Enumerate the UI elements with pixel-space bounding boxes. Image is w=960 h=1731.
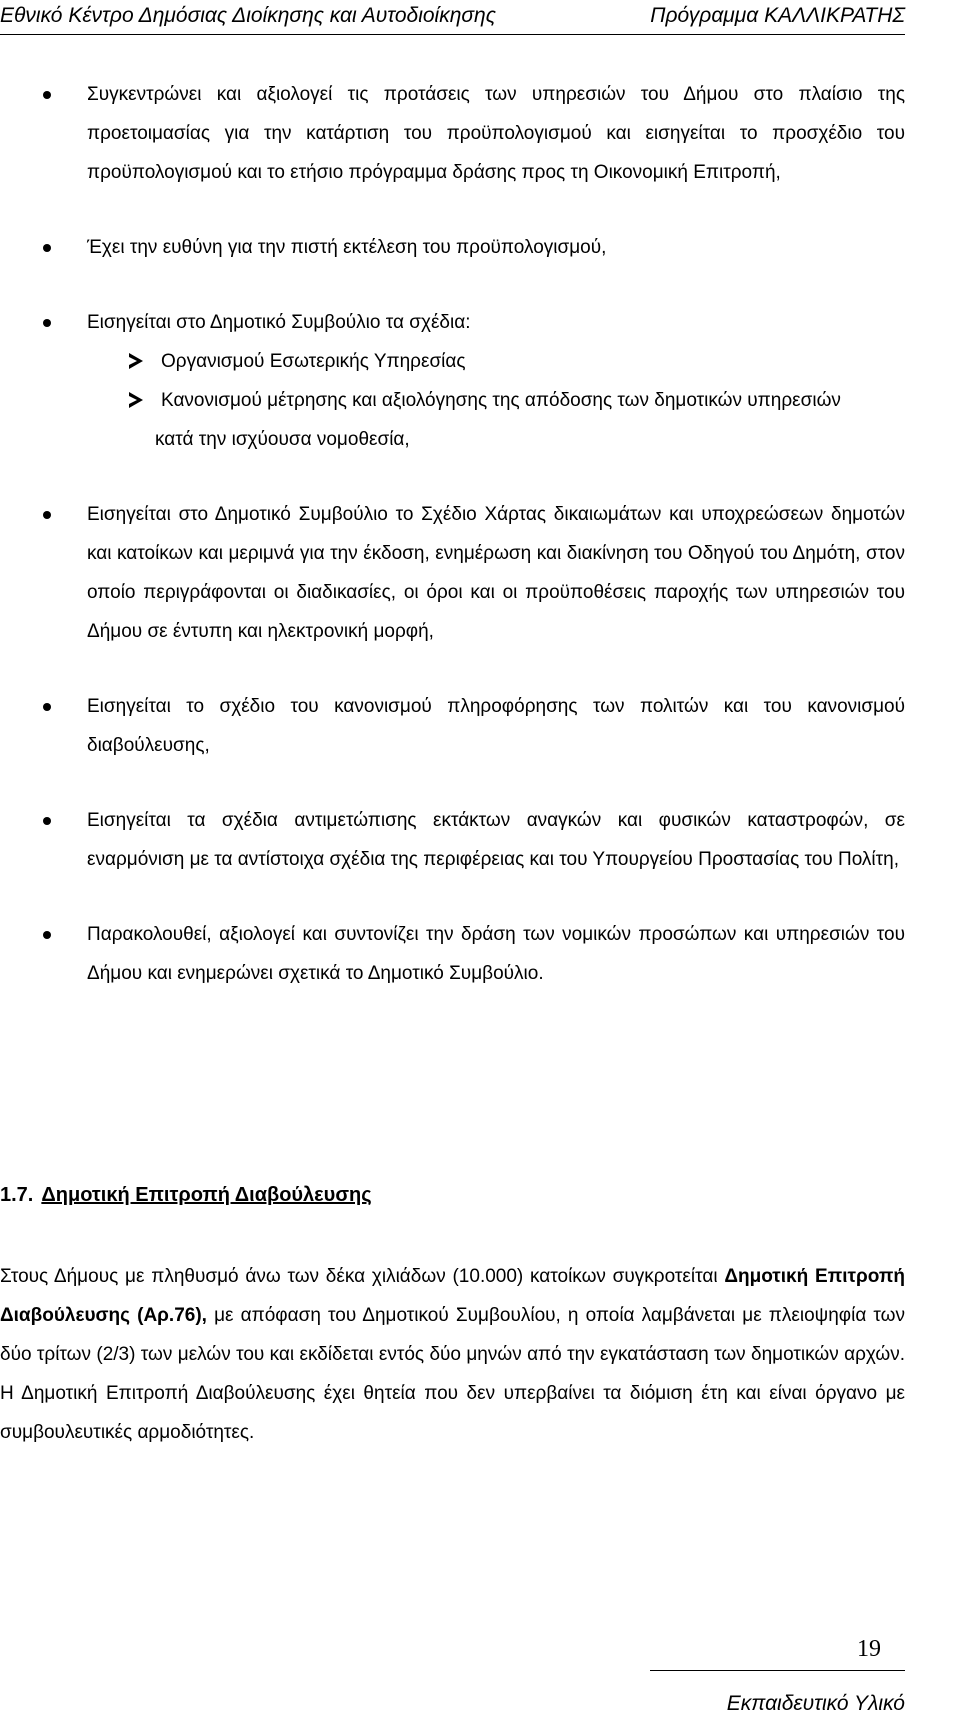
paragraph-emphasis: Δημοτική Επιτροπή Διαβούλευσης (Αρ.76),: [0, 1266, 905, 1326]
page-header: [0, 0, 905, 38]
list-item: [0, 687, 905, 765]
arrow-bullet-icon: [129, 353, 143, 369]
list-item: [0, 303, 905, 459]
list-item-text: Εισηγείται τα σχέδια αντιμετώπισης εκτάκτων αναγκών και φυσικών καταστροφών, σε εναρμόνιση με τα αντίστοιχα σχέδια της περιφέρειας και του Υπουργείου Προστασίας του Πολίτη,: [87, 810, 905, 870]
header-rule: [0, 34, 905, 35]
bullet-icon: [43, 511, 51, 519]
header-organization: Εθνικό Κέντρο Δημόσιας Διοίκησης και Αυτοδιοίκησης: [0, 4, 496, 27]
list-item-text: Εισηγείται το σχέδιο του κανονισμού πληροφόρησης των πολιτών και του κανονισμού διαβούλευσης,: [87, 696, 905, 756]
footer-label: Εκπαιδευτικό Υλικό: [726, 1692, 905, 1715]
paragraph-text: Στους Δήμους με πληθυσμό άνω των δέκα χιλιάδων (10.000) κατοίκων συγκροτείται: [0, 1266, 718, 1287]
list-item: [0, 228, 905, 267]
arrow-bullet-icon: [129, 392, 143, 408]
bullet-list: [0, 75, 905, 993]
bullet-icon: [43, 931, 51, 939]
list-item-text: Εισηγείται στο Δημοτικό Συμβούλιο το Σχέδιο Χάρτας δικαιωμάτων και υποχρεώσεων δημοτών και κατοίκων και μεριμνά για την έκδοση, ενημέρωση και διακίνηση του Οδηγού του Δημότη, στον οποίο περιγράφονται οι διαδικασίες, οι όροι και οι προϋποθέσεις παροχής των υπηρεσιών του Δήμου σε έντυπη και ηλεκτρονική μορφή,: [87, 504, 905, 642]
sub-item-text: Οργανισμού Εσωτερικής Υπηρεσίας: [161, 351, 466, 372]
page-number: 19: [857, 1636, 881, 1662]
bullet-icon: [43, 703, 51, 711]
sub-list-item: [81, 381, 905, 420]
footer-rule: [650, 1670, 905, 1671]
document-body: [0, 75, 905, 1029]
section-number: 1.7.: [0, 1184, 34, 1206]
section-heading: [0, 1175, 905, 1215]
header-program: Πρόγραμμα ΚΑΛΛΙΚΡΑΤΗΣ: [650, 4, 905, 27]
sub-item-continuation: [81, 420, 905, 459]
list-item-text: Εισηγείται στο Δημοτικό Συμβούλιο τα σχέδια:: [87, 312, 471, 333]
sub-list: [87, 342, 905, 459]
bullet-icon: [43, 244, 51, 252]
bullet-icon: [43, 817, 51, 825]
list-item: [0, 495, 905, 651]
list-item: [0, 75, 905, 192]
section-paragraph: [0, 1257, 905, 1452]
sub-list-item: [81, 342, 905, 381]
list-item-text: Συγκεντρώνει και αξιολογεί τις προτάσεις των υπηρεσιών του Δήμου στο πλαίσιο της προετοιμασίας για την κατάρτιση του προϋπολογισμού και εισηγείται το προσχέδιο του προϋπολογισμού και το ετήσιο πρόγραμμα δράσης προς τη Οικονομική Επιτροπή,: [87, 84, 905, 183]
section-1-7: [0, 1175, 905, 1471]
list-item: [0, 915, 905, 993]
list-item-text: Έχει την ευθύνη για την πιστή εκτέλεση του προϋπολογισμού,: [87, 237, 607, 258]
list-item: [0, 801, 905, 879]
sub-item-text: κατά την ισχύουσα νομοθεσία,: [155, 429, 410, 450]
page-footer: [0, 1636, 905, 1731]
section-title: Δημοτική Επιτροπή Διαβούλευσης: [41, 1184, 372, 1206]
bullet-icon: [43, 91, 51, 99]
bullet-icon: [43, 319, 51, 327]
list-item-text: Παρακολουθεί, αξιολογεί και συντονίζει την δράση των νομικών προσώπων και υπηρεσιών του Δήμου και ενημερώνει σχετικά το Δημοτικό Συμβούλιο.: [87, 924, 905, 984]
paragraph-text: με απόφαση του Δημοτικού Συμβουλίου, η οποία λαμβάνεται με πλειοψηφία των δύο τρίτων (2/3) των μελών του και εκδίδεται εντός δύο μηνών από την εγκατάσταση των δημοτικών αρχών. Η Δημοτική Επιτροπή Διαβούλευσης έχει θητεία που δεν υπερβαίνει τα διόμιση έτη και είναι όργανο με συμβουλευτικές αρμοδιότητες.: [0, 1305, 906, 1443]
sub-item-text: Κανονισμού μέτρησης και αξιολόγησης της απόδοσης των δημοτικών υπηρεσιών: [161, 390, 841, 411]
